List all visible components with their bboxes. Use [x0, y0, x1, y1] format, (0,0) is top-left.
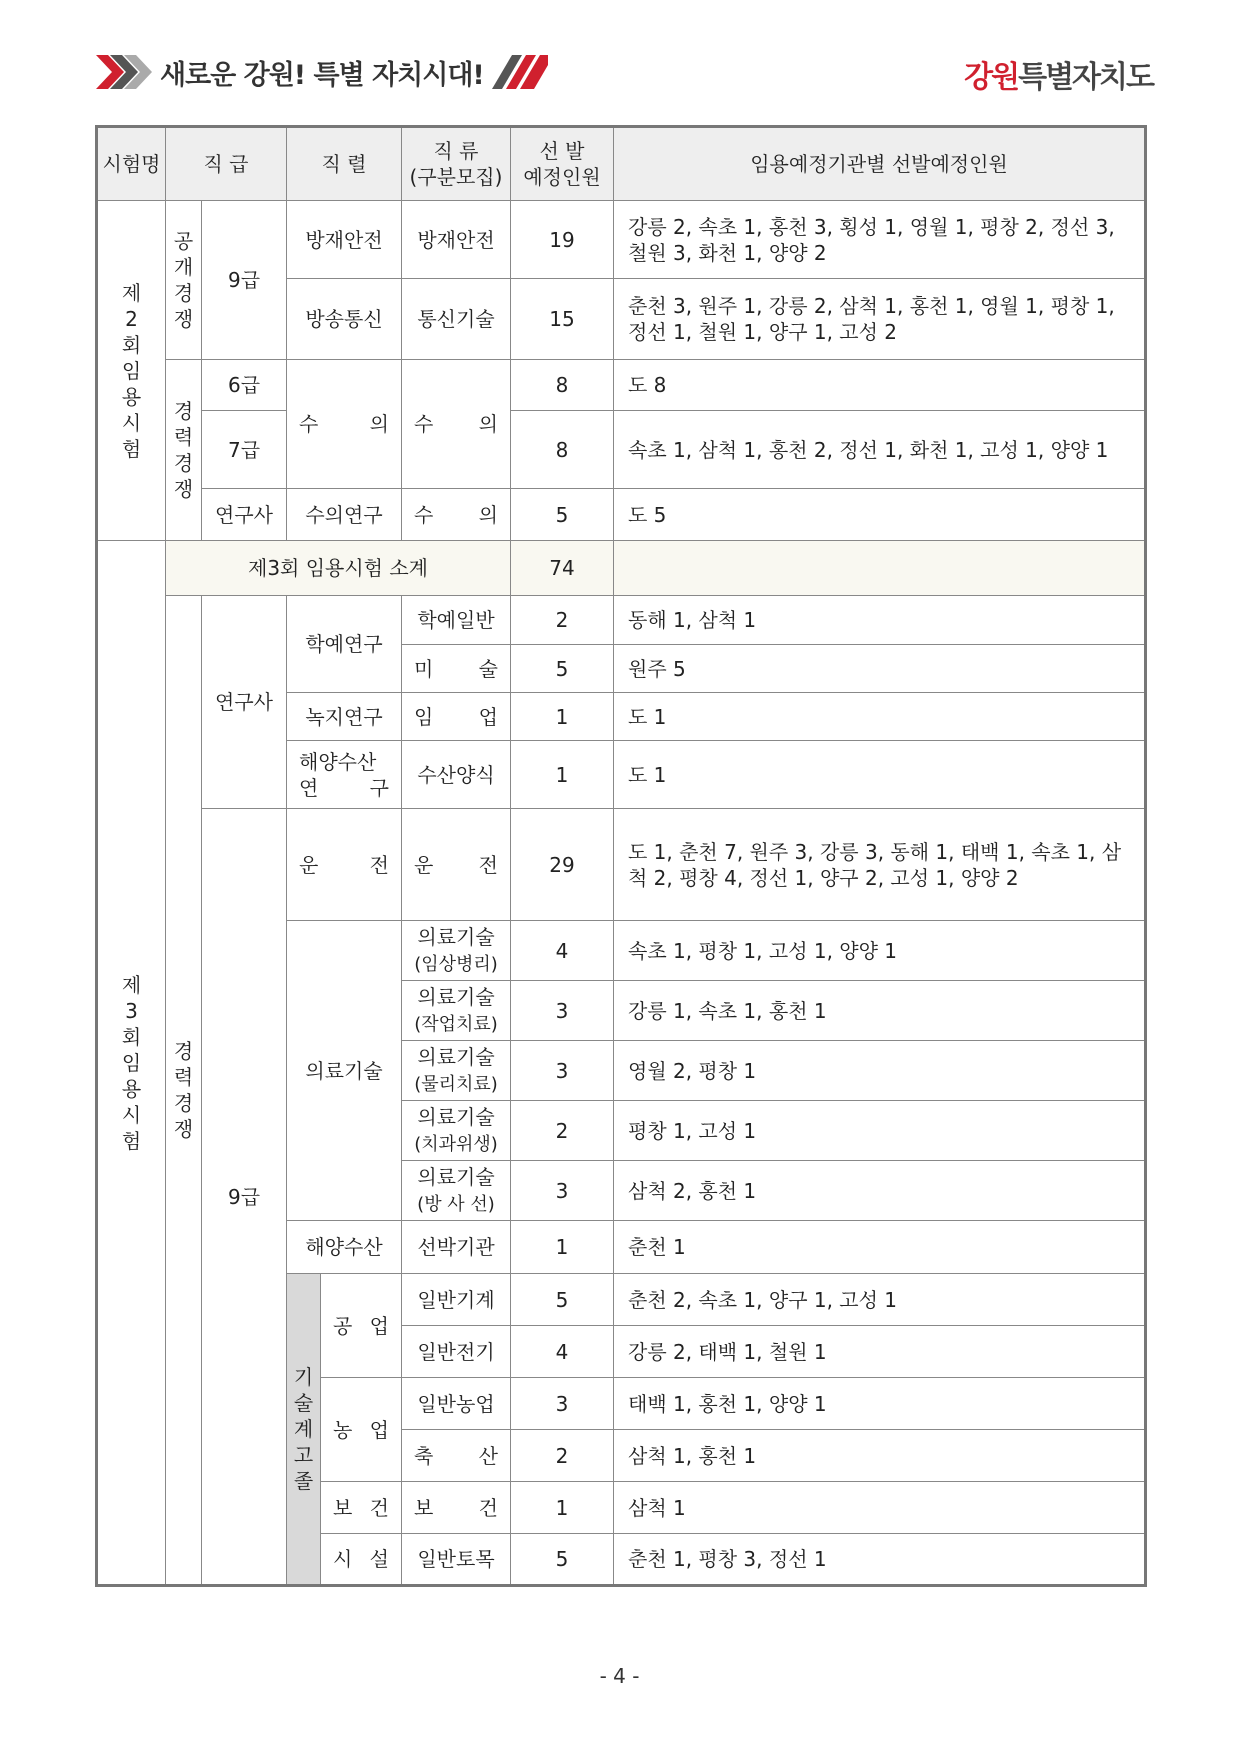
col-class: 직 류 (구분모집)	[402, 127, 511, 201]
class-cell: 의료기술 (임상병리)	[402, 921, 511, 981]
grade-cell: 연구사	[202, 489, 287, 541]
exam3-name: 제 3 회 임 용 시 험	[97, 541, 166, 1586]
table-row	[97, 201, 1146, 279]
grade-cell: 9급	[202, 201, 287, 360]
count-cell: 1	[511, 741, 614, 809]
grade-cell: 연구사	[202, 596, 287, 809]
class-cell: 선박기관	[402, 1221, 511, 1274]
class-cell: 의료기술 (치과위생)	[402, 1101, 511, 1161]
agency-cell: 도 1	[614, 693, 1146, 741]
count-cell: 2	[511, 1430, 614, 1482]
table-row	[97, 360, 1146, 411]
class-cell: 일반토목	[402, 1534, 511, 1586]
table-row	[97, 596, 1146, 645]
class-cell: 일반전기	[402, 1326, 511, 1378]
exam2-career: 경 력 경 쟁	[166, 360, 202, 541]
class-cell: 운 전	[402, 809, 511, 921]
count-cell: 5	[511, 489, 614, 541]
tech-highschool-label: 기 술 계 고 졸	[287, 1274, 321, 1586]
count-cell: 3	[511, 981, 614, 1041]
subseries-cell: 보 건	[321, 1482, 402, 1534]
count-cell: 29	[511, 809, 614, 921]
agency-cell: 도 1	[614, 741, 1146, 809]
col-count: 선 발 예정인원	[511, 127, 614, 201]
subtotal-agency	[614, 541, 1146, 596]
count-cell: 8	[511, 411, 614, 489]
subseries-cell: 공 업	[321, 1274, 402, 1378]
class-cell: 의료기술 (작업치료)	[402, 981, 511, 1041]
series-cell: 수의연구	[287, 489, 402, 541]
agency-cell: 춘천 1, 평창 3, 정선 1	[614, 1534, 1146, 1586]
class-cell: 일반기계	[402, 1274, 511, 1326]
subtotal-label: 제3회 임용시험 소계	[166, 541, 511, 596]
agency-cell: 강릉 2, 속초 1, 홍천 3, 횡성 1, 영월 1, 평창 2, 정선 3, 철원 3, 화천 1, 양양 2	[614, 201, 1146, 279]
subtotal-count: 74	[511, 541, 614, 596]
class-cell: 임 업	[402, 693, 511, 741]
header-slogan: 새로운 강원! 특별 자치시대!	[160, 59, 484, 91]
count-cell: 1	[511, 1221, 614, 1274]
class-cell: 의료기술 (물리치료)	[402, 1041, 511, 1101]
agency-cell: 춘천 2, 속초 1, 양구 1, 고성 1	[614, 1274, 1146, 1326]
class-cell: 수산양식	[402, 741, 511, 809]
class-cell: 보 건	[402, 1482, 511, 1534]
count-cell: 3	[511, 1161, 614, 1221]
count-cell: 8	[511, 360, 614, 411]
exam2-name: 제 2 회 임 용 시 험	[97, 201, 166, 541]
agency-cell: 강릉 2, 태백 1, 철원 1	[614, 1326, 1146, 1378]
series-cell: 학예연구	[287, 596, 402, 693]
page-number: - 4 -	[599, 1664, 640, 1688]
col-grade: 직 급	[166, 127, 287, 201]
grade-cell: 6급	[202, 360, 287, 411]
series-cell: 의료기술	[287, 921, 402, 1221]
table-row	[97, 809, 1146, 921]
series-cell: 수 의	[287, 360, 402, 489]
series-cell: 운 전	[287, 809, 402, 921]
count-cell: 1	[511, 1482, 614, 1534]
subseries-cell: 농 업	[321, 1378, 402, 1482]
agency-cell: 삼척 1	[614, 1482, 1146, 1534]
agency-cell: 속초 1, 평창 1, 고성 1, 양양 1	[614, 921, 1146, 981]
count-cell: 1	[511, 693, 614, 741]
agency-cell: 삼척 1, 홍천 1	[614, 1430, 1146, 1482]
count-cell: 15	[511, 279, 614, 360]
subseries-cell: 시 설	[321, 1534, 402, 1586]
count-cell: 3	[511, 1378, 614, 1430]
slogan-right-stripes-icon	[492, 55, 548, 89]
exam2-open: 공 개 경 쟁	[166, 201, 202, 360]
table-header-row	[97, 127, 1146, 201]
class-cell: 통신기술	[402, 279, 511, 360]
agency-cell: 강릉 1, 속초 1, 홍천 1	[614, 981, 1146, 1041]
count-cell: 2	[511, 1101, 614, 1161]
recruitment-table	[95, 125, 1147, 1587]
agency-cell: 평창 1, 고성 1	[614, 1101, 1146, 1161]
count-cell: 5	[511, 1274, 614, 1326]
col-series: 직 렬	[287, 127, 402, 201]
count-cell: 5	[511, 1534, 614, 1586]
count-cell: 19	[511, 201, 614, 279]
series-cell: 녹지연구	[287, 693, 402, 741]
series-cell: 방송통신	[287, 279, 402, 360]
count-cell: 2	[511, 596, 614, 645]
col-agency: 임용예정기관별 선발예정인원	[614, 127, 1146, 201]
table-row	[97, 489, 1146, 541]
slogan-left-stripes-icon	[96, 55, 152, 89]
class-cell: 수 의	[402, 360, 511, 489]
subtotal-row	[97, 541, 1146, 596]
class-cell: 수 의	[402, 489, 511, 541]
agency-cell: 도 8	[614, 360, 1146, 411]
gangwon-logo: 강원특별자치도	[964, 60, 1153, 95]
count-cell: 3	[511, 1041, 614, 1101]
class-cell: 방재안전	[402, 201, 511, 279]
class-cell: 학예일반	[402, 596, 511, 645]
agency-cell: 춘천 3, 원주 1, 강릉 2, 삼척 1, 홍천 1, 영월 1, 평창 1, 정선 1, 철원 1, 양구 1, 고성 2	[614, 279, 1146, 360]
series-cell: 해양수산	[287, 1221, 402, 1274]
class-cell: 축 산	[402, 1430, 511, 1482]
class-cell: 의료기술 (방 사 선)	[402, 1161, 511, 1221]
class-cell: 일반농업	[402, 1378, 511, 1430]
count-cell: 4	[511, 921, 614, 981]
agency-cell: 도 5	[614, 489, 1146, 541]
series-cell: 해양수산 연 구	[287, 741, 402, 809]
class-cell: 미 술	[402, 645, 511, 693]
agency-cell: 춘천 1	[614, 1221, 1146, 1274]
agency-cell: 동해 1, 삼척 1	[614, 596, 1146, 645]
agency-cell: 원주 5	[614, 645, 1146, 693]
header-slogan-area	[96, 52, 548, 92]
grade-cell: 9급	[202, 809, 287, 1586]
exam3-career: 경 력 경 쟁	[166, 596, 202, 1586]
series-cell: 방재안전	[287, 201, 402, 279]
count-cell: 4	[511, 1326, 614, 1378]
grade-cell: 7급	[202, 411, 287, 489]
agency-cell: 도 1, 춘천 7, 원주 3, 강릉 3, 동해 1, 태백 1, 속초 1, 삼척 2, 평창 4, 정선 1, 양구 2, 고성 1, 양양 2	[614, 809, 1146, 921]
col-exam: 시험명	[97, 127, 166, 201]
agency-cell: 영월 2, 평창 1	[614, 1041, 1146, 1101]
agency-cell: 속초 1, 삼척 1, 홍천 2, 정선 1, 화천 1, 고성 1, 양양 1	[614, 411, 1146, 489]
agency-cell: 태백 1, 홍천 1, 양양 1	[614, 1378, 1146, 1430]
count-cell: 5	[511, 645, 614, 693]
table-row	[97, 411, 1146, 489]
agency-cell: 삼척 2, 홍천 1	[614, 1161, 1146, 1221]
